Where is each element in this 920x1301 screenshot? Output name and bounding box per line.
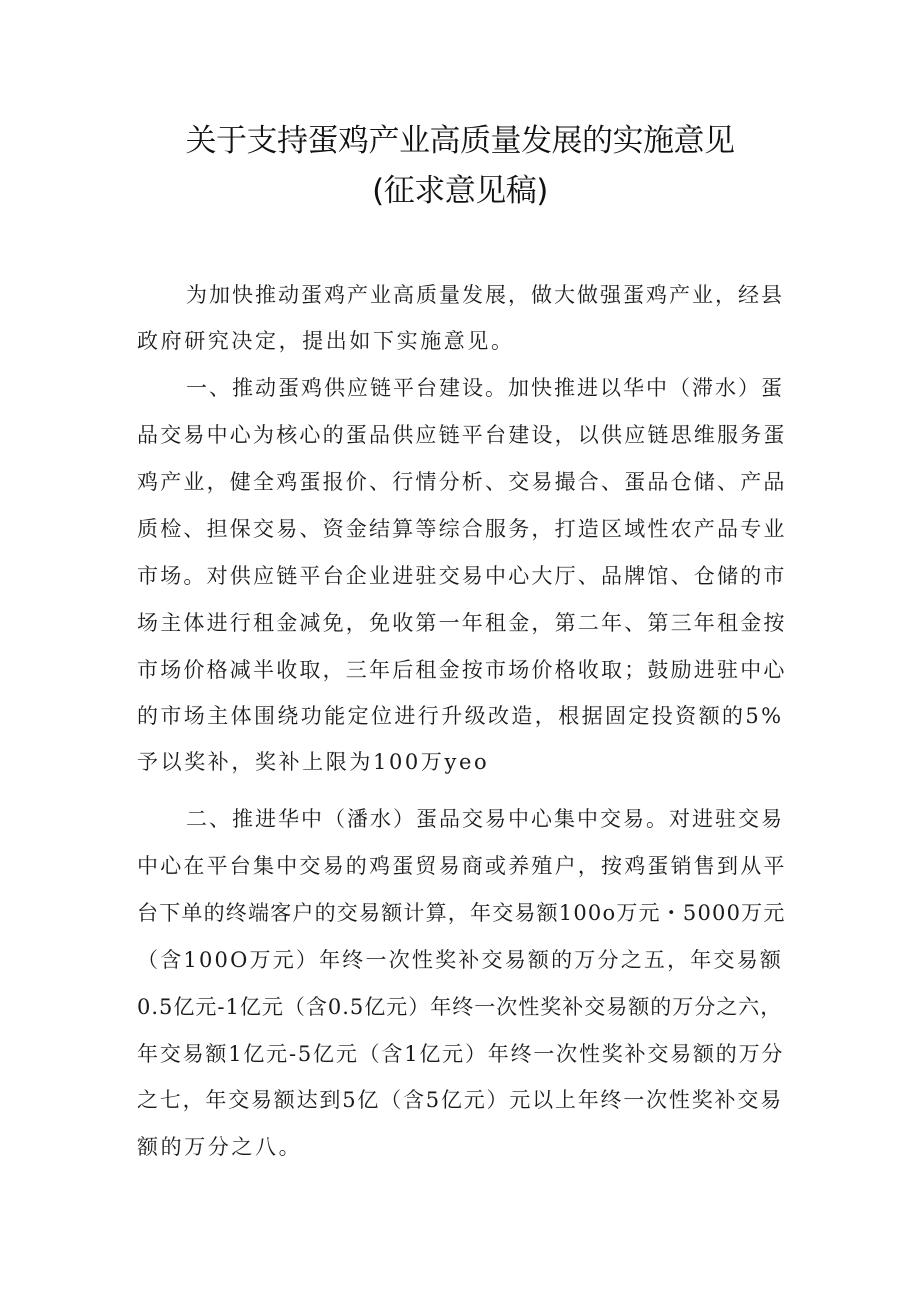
document-title: 关于支持蛋鸡产业高质量发展的实施意见 [185,123,735,159]
text-line: 中心在平台集中交易的鸡蛋贸易商或养殖户，按鸡蛋销售到从平 [137,854,787,878]
text-line: 为加快推动蛋鸡产业高质量发展，做大做强蛋鸡产业，经县 [186,283,784,307]
text-line: 市场。对供应链平台企业进驻交易中心大厅、品牌馆、仓储的市 [137,564,787,588]
text-line: 台下单的终端客户的交易额计算，年交易额100o万元・5000万元 [137,901,786,925]
text-line: 之七，年交易额达到5亿（含5亿元）元以上年终一次性奖补交易 [137,1088,783,1112]
text-line: 质检、担保交易、资金结算等综合服务，打造区域性农产品专业 [137,517,787,541]
document-subtitle: (征求意见稿) [372,173,548,209]
text-line: 一、推动蛋鸡供应链平台建设。加快推进以华中（滞水）蛋 [186,376,784,400]
text-line: 予以奖补，奖补上限为100万yeo [137,750,490,774]
text-line: 额的万分之八。 [137,1135,303,1159]
text-line: 鸡产业，健全鸡蛋报价、行情分析、交易撮合、蛋品仓储、产品 [137,470,787,494]
text-line: （含100O万元）年终一次性奖补交易额的万分之五，年交易额 [137,948,784,972]
text-line: 的市场主体围绕功能定位进行升级改造，根据固定投资额的5% [137,704,784,728]
text-line: 市场价格减半收取，三年后租金按市场价格收取；鼓励进驻中心 [137,658,787,682]
text-line: 政府研究决定，提出如下实施意见。 [137,329,515,353]
text-line: 0.5亿元-1亿元（含0.5亿元）年终一次性奖补交易额的万分之六， [137,995,783,1019]
text-line: 年交易额1亿元-5亿元（含1亿元）年终一次性奖补交易额的万分 [137,1042,785,1066]
text-line: 品交易中心为核心的蛋品供应链平台建设，以供应链思维服务蛋 [137,423,787,447]
text-line: 二、推进华中（潘水）蛋品交易中心集中交易。对进驻交易 [186,807,784,831]
text-line: 场主体进行租金减免，免收第一年租金，第二年、第三年租金按 [137,611,787,635]
